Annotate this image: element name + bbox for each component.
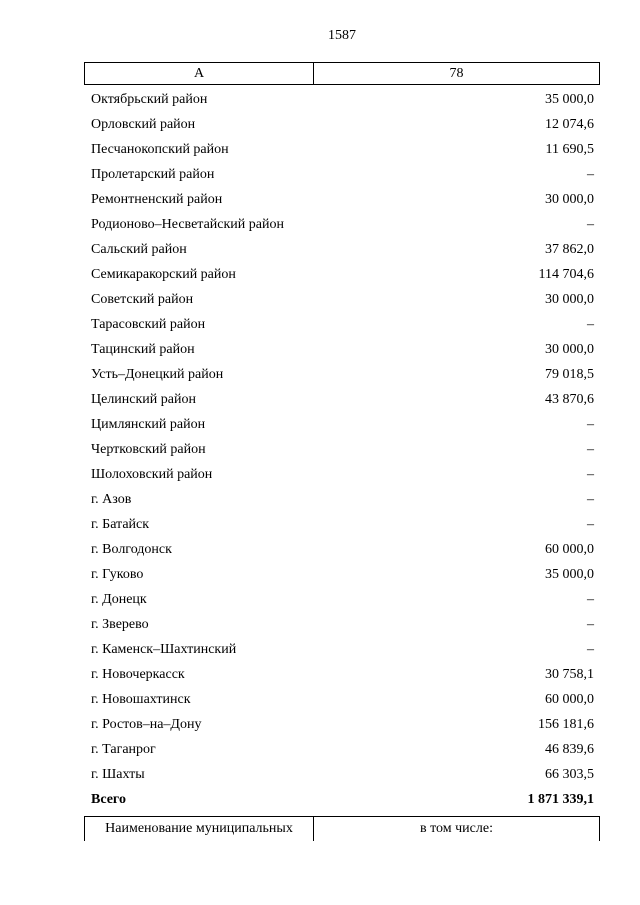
table-row <box>84 637 600 662</box>
row-name: г. Гуково <box>91 566 144 582</box>
row-value: – <box>587 466 594 482</box>
table-row <box>84 187 600 212</box>
row-name: Целинский район <box>91 391 196 407</box>
table-row <box>84 362 600 387</box>
table-row <box>84 287 600 312</box>
row-value: 37 862,0 <box>545 241 594 257</box>
row-value: – <box>587 491 594 507</box>
table-row <box>84 587 600 612</box>
row-name: г. Новочеркасск <box>91 666 185 682</box>
table-row <box>84 87 600 112</box>
row-value: 114 704,6 <box>538 266 594 282</box>
table-row <box>84 762 600 787</box>
row-name: Октябрьский район <box>91 91 208 107</box>
total-value: 1 871 339,1 <box>527 791 594 807</box>
row-name: г. Каменск–Шахтинский <box>91 641 237 657</box>
row-name: г. Новошахтинск <box>91 691 191 707</box>
row-name: г. Ростов–на–Дону <box>91 716 202 732</box>
row-name: Цимлянский район <box>91 416 206 432</box>
table-row <box>84 512 600 537</box>
row-value: 66 303,5 <box>545 766 594 782</box>
row-value: 30 000,0 <box>545 341 594 357</box>
row-value: – <box>587 166 594 182</box>
row-name: Песчанокопский район <box>91 141 229 157</box>
table-row <box>84 562 600 587</box>
row-name: Чертковский район <box>91 441 206 457</box>
total-label: Всего <box>91 791 126 807</box>
row-name: Тарасовский район <box>91 316 206 332</box>
row-value: 35 000,0 <box>545 91 594 107</box>
row-name: Пролетарский район <box>91 166 215 182</box>
row-name: Тацинский район <box>91 341 195 357</box>
row-name: Родионово–Несветайский район <box>91 216 284 232</box>
row-name: г. Азов <box>91 491 132 507</box>
table-continuation-header <box>84 816 600 841</box>
row-value: – <box>587 591 594 607</box>
row-value: 60 000,0 <box>545 541 594 557</box>
row-name: г. Донецк <box>91 591 147 607</box>
page-number: 1587 <box>328 28 356 43</box>
table-row <box>84 337 600 362</box>
table-row-total <box>84 787 600 812</box>
table-row <box>84 387 600 412</box>
table-row <box>84 612 600 637</box>
row-value: 46 839,6 <box>545 741 594 757</box>
row-value: 43 870,6 <box>545 391 594 407</box>
row-value: 35 000,0 <box>545 566 594 582</box>
table-row <box>84 162 600 187</box>
row-name: г. Шахты <box>91 766 145 782</box>
table-row <box>84 712 600 737</box>
row-name: Ремонтненский район <box>91 191 223 207</box>
row-name: г. Зверево <box>91 616 149 632</box>
table-row <box>84 437 600 462</box>
row-name: г. Батайск <box>91 516 150 532</box>
header-column-b: 78 <box>449 66 464 81</box>
row-value: – <box>587 216 594 232</box>
row-value: – <box>587 316 594 332</box>
row-name: Семикаракорский район <box>91 266 236 282</box>
row-name: Шолоховский район <box>91 466 213 482</box>
row-name: г. Таганрог <box>91 741 156 757</box>
row-value: 30 000,0 <box>545 191 594 207</box>
table-header <box>84 62 600 85</box>
row-value: 30 758,1 <box>545 666 594 682</box>
table-row <box>84 262 600 287</box>
row-value: 60 000,0 <box>545 691 594 707</box>
table-row <box>84 462 600 487</box>
header-column-a: А <box>85 63 314 84</box>
row-value: – <box>587 416 594 432</box>
continuation-column-b: в том числе: <box>420 821 493 836</box>
table-row <box>84 137 600 162</box>
row-value: – <box>587 641 594 657</box>
row-name: Советский район <box>91 291 194 307</box>
table-row <box>84 212 600 237</box>
table-row <box>84 687 600 712</box>
row-name: Сальский район <box>91 241 187 257</box>
row-value: 11 690,5 <box>545 141 594 157</box>
row-name: Орловский район <box>91 116 196 132</box>
row-value: – <box>587 616 594 632</box>
row-name: г. Волгодонск <box>91 541 172 557</box>
table-row <box>84 487 600 512</box>
row-value: 156 181,6 <box>538 716 594 732</box>
table-row <box>84 737 600 762</box>
table-row <box>84 112 600 137</box>
row-name: Усть–Донецкий район <box>91 366 224 382</box>
table-row <box>84 237 600 262</box>
table-row <box>84 662 600 687</box>
row-value: – <box>587 516 594 532</box>
table-body <box>84 87 600 812</box>
table-row <box>84 537 600 562</box>
continuation-column-a: Наименование муниципальных <box>85 817 314 841</box>
table-row <box>84 312 600 337</box>
row-value: 12 074,6 <box>545 116 594 132</box>
row-value: 79 018,5 <box>545 366 594 382</box>
row-value: – <box>587 441 594 457</box>
table-row <box>84 412 600 437</box>
row-value: 30 000,0 <box>545 291 594 307</box>
